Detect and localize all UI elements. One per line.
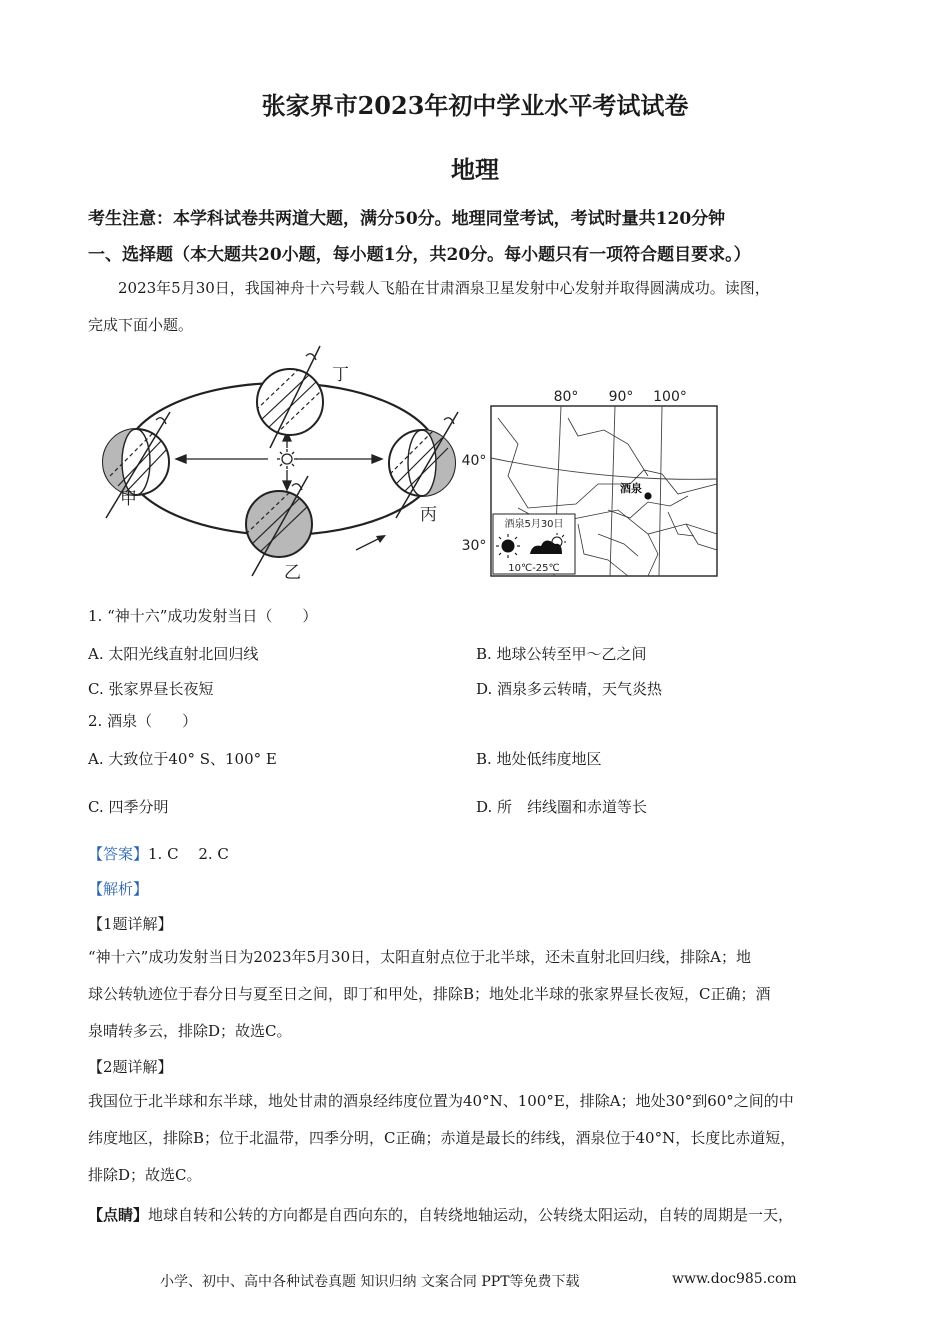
jiuquan-map <box>458 384 723 582</box>
question-2-option-d[interactable]: D. 所 纬线圈和赤道等长 <box>476 798 648 816</box>
earth-ding <box>256 346 323 448</box>
lon-label-90: 90° <box>608 389 634 405</box>
subject-title: 地理 <box>451 155 499 184</box>
lat-label-30: 30° <box>461 538 487 554</box>
exam-title: 张家界市2023年初中学业水平考试试卷 <box>261 91 689 120</box>
answer-line <box>88 843 229 864</box>
question-1-option-b[interactable]: B. 地球公转至甲～乙之间 <box>476 645 647 663</box>
detail-2-body <box>88 1083 866 1194</box>
answer-text: 1. C 2. C <box>148 845 229 863</box>
detail-2-line: 我国位于北半球和东半球，地处甘肃的酒泉经纬度位置为40°N、100°E，排除A；地处30°到60°之间的中 <box>88 1092 794 1110</box>
detail-2-line: 纬度地区，排除B；位于北温带，四季分明，C正确；赤道是最长的纬线，酒泉位于40°N，长度比赤道短， <box>88 1129 796 1147</box>
label-bing: 丙 <box>420 505 437 525</box>
jiuquan-label: 酒泉 <box>620 482 642 495</box>
intro-line-1: 2023年5月30日，我国神舟十六号载人飞船在甘肃酒泉卫星发射中心发射并取得圆满成功。读图， <box>118 279 770 297</box>
section-title: 一、选择题（本大题共20小题，每小题1分，共20分。每小题只有一项符合题目要求。） <box>88 245 751 265</box>
footer-website-link[interactable]: www.doc985.com <box>672 1271 797 1287</box>
tip-text: 地球自转和公转的方向都是自西向东的，自转绕地轴运动，公转绕太阳运动，自转的周期是一天， <box>148 1206 794 1224</box>
question-1-option-a[interactable]: A. 太阳光线直射北回归线 <box>88 645 259 663</box>
analysis-tag: 【解析】 <box>88 880 149 898</box>
jiuquan-marker <box>644 492 651 499</box>
sun-arrows <box>176 432 382 490</box>
question-1-option-c[interactable]: C. 张家界昼长夜短 <box>88 680 214 698</box>
revolution-arrow <box>356 535 386 550</box>
detail-2-line: 排除D；故选C。 <box>88 1166 202 1184</box>
question-2-stem: 2. 酒泉（ ） <box>88 712 198 730</box>
detail-1-line: “神十六”成功发射当日为2023年5月30日，太阳直射点位于北半球，还未直射北回归线，排除A；地 <box>88 948 751 966</box>
footer-promo: 小学、初中、高中各种试卷真题 知识归纳 文案合同 PPT等免费下载 <box>160 1274 580 1290</box>
answer-tag: 【答案】 <box>88 845 149 863</box>
detail-1-line: 球公转轨迹位于春分日与夏至日之间，即丁和甲处，排除B；地处北半球的张家界昼长夜短，C正确；酒 <box>88 985 771 1003</box>
question-1-stem: 1. “神十六”成功发射当日（ ） <box>88 607 318 625</box>
tip-tag: 【点睛】 <box>88 1206 149 1224</box>
detail-2-tag: 【2题详解】 <box>88 1058 173 1076</box>
weather-title: 酒泉5月30日 <box>504 519 564 530</box>
lon-label-80: 80° <box>553 389 579 405</box>
detail-1-tag: 【1题详解】 <box>88 915 173 933</box>
label-ding: 丁 <box>332 365 349 385</box>
question-2-option-b[interactable]: B. 地处低纬度地区 <box>476 750 602 768</box>
sun-icon <box>277 449 297 469</box>
detail-1-body <box>88 939 866 1050</box>
label-yi: 乙 <box>284 563 301 583</box>
earth-bing <box>389 412 458 518</box>
label-jia: 甲 <box>120 489 137 509</box>
question-1-option-d[interactable]: D. 酒泉多云转晴，天气炎热 <box>476 680 663 698</box>
earth-orbit-diagram <box>96 338 468 583</box>
detail-1-line: 泉晴转多云，排除D；故选C。 <box>88 1022 292 1040</box>
weather-box <box>493 514 575 574</box>
question-2-option-a[interactable]: A. 大致位于40° S、100° E <box>88 750 277 768</box>
exam-notice: 考生注意：本学科试卷共两道大题，满分50分。地理同堂考试，考试时量共120分钟 <box>88 209 726 229</box>
weather-temp: 10℃-25℃ <box>508 563 560 574</box>
intro-line-2: 完成下面小题。 <box>88 316 194 334</box>
lat-label-40: 40° <box>461 453 487 469</box>
tip-line <box>88 1204 878 1225</box>
question-2-option-c[interactable]: C. 四季分明 <box>88 798 169 816</box>
earth-yi <box>246 476 312 576</box>
lon-label-100: 100° <box>653 389 687 405</box>
